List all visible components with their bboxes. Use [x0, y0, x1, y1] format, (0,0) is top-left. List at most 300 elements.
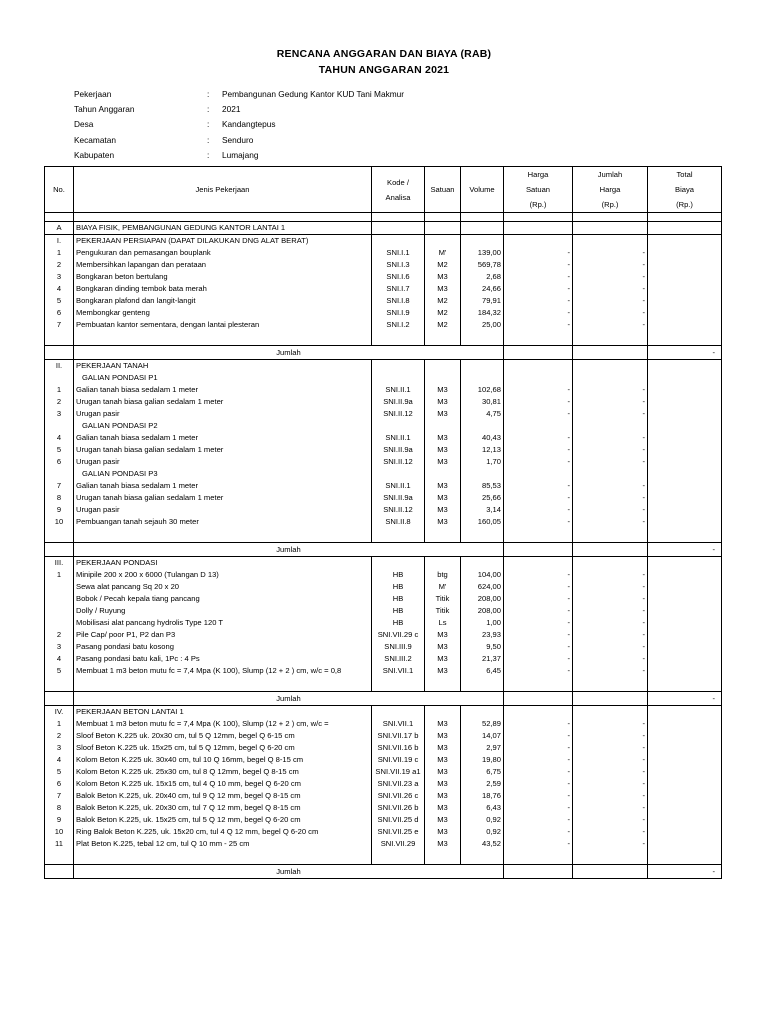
- item-code: SNI.II.1: [372, 384, 425, 396]
- item-volume: 184,32: [461, 307, 504, 319]
- document-subtitle: TAHUN ANGGARAN 2021: [318, 64, 450, 76]
- item-total-price: -: [573, 319, 648, 331]
- item-unit: M3: [425, 408, 461, 420]
- item-total-price: -: [573, 504, 648, 516]
- item-code: SNI.II.1: [372, 480, 425, 492]
- header-jumlah-line1: Jumlah: [597, 170, 623, 179]
- header-total-biaya: [648, 167, 722, 213]
- item-unit-price: -: [504, 569, 573, 581]
- item-total-cost: [648, 408, 722, 420]
- item-total-cost: [648, 814, 722, 826]
- info-key: Kecamatan: [74, 134, 116, 145]
- item-code: SNI.II.12: [372, 456, 425, 468]
- item-unit-price: -: [504, 593, 573, 605]
- empty-cell: [504, 222, 573, 235]
- item-unit-price: -: [504, 766, 573, 778]
- item-unit: M3: [425, 742, 461, 754]
- table-row: [45, 492, 722, 504]
- table-row: [45, 259, 722, 271]
- table-body: [45, 213, 722, 879]
- item-unit: M3: [425, 814, 461, 826]
- header-jumlah-line2: Harga: [599, 185, 621, 194]
- table-row: [45, 605, 722, 617]
- table-row: [45, 295, 722, 307]
- item-total-cost: [648, 456, 722, 468]
- item-description: Plat Beton K.225, tebal 12 cm, tul Q 10 mm - 25 cm: [74, 838, 372, 850]
- item-unit-price: -: [504, 295, 573, 307]
- empty-cell: [372, 528, 425, 543]
- header-kode-line2: Analisa: [385, 192, 411, 202]
- item-unit-price: -: [504, 718, 573, 730]
- table-row: [45, 593, 722, 605]
- table-row: [45, 516, 722, 528]
- section-number: IV.: [45, 706, 74, 719]
- empty-cell: [648, 331, 722, 346]
- item-description: Dolly / Ruyung: [74, 605, 372, 617]
- item-unit-price: -: [504, 283, 573, 295]
- item-total-price: -: [573, 593, 648, 605]
- item-code: SNI.VII.19 a1: [372, 766, 425, 778]
- empty-cell: [74, 850, 372, 865]
- item-total-cost: [648, 754, 722, 766]
- item-number: 3: [45, 641, 74, 653]
- item-description: Urugan pasir: [74, 504, 372, 516]
- item-code: SNI.I.3: [372, 259, 425, 271]
- item-number: 11: [45, 838, 74, 850]
- item-total-cost: [648, 641, 722, 653]
- item-unit-price: -: [504, 802, 573, 814]
- item-unit-price: -: [504, 247, 573, 259]
- item-number: 3: [45, 271, 74, 283]
- empty-cell: [461, 677, 504, 692]
- empty-cell: [504, 850, 573, 865]
- item-unit: M3: [425, 384, 461, 396]
- item-volume: 24,66: [461, 283, 504, 295]
- item-description: Urugan tanah biasa galian sedalam 1 meter: [74, 492, 372, 504]
- item-volume: 0,92: [461, 826, 504, 838]
- item-total-cost: [648, 802, 722, 814]
- item-code: HB: [372, 617, 425, 629]
- empty-cell: [425, 420, 461, 432]
- item-description: Ring Balok Beton K.225, uk. 15x20 cm, tul 4 Q 12 mm, begel Q 6-20 cm: [74, 826, 372, 838]
- item-total-price: -: [573, 617, 648, 629]
- empty-cell: [573, 346, 648, 360]
- section-title: PEKERJAAN PERSIAPAN (DAPAT DILAKUKAN DNG ALAT BERAT): [74, 235, 372, 248]
- item-unit-price: -: [504, 605, 573, 617]
- empty-cell: [372, 331, 425, 346]
- item-unit: M3: [425, 778, 461, 790]
- table-row: [45, 826, 722, 838]
- item-unit: M2: [425, 295, 461, 307]
- item-volume: 19,80: [461, 754, 504, 766]
- item-unit-price: -: [504, 516, 573, 528]
- table-row: [45, 790, 722, 802]
- project-info: [74, 89, 474, 165]
- item-total-price: -: [573, 283, 648, 295]
- header-satuan: Satuan: [425, 167, 461, 213]
- item-description: Membuat 1 m3 beton mutu fc = 7,4 Mpa (K 100), Slump (12 + 2 ) cm, w/c = 0,8: [74, 665, 372, 677]
- item-total-price: -: [573, 802, 648, 814]
- empty-cell: [45, 468, 74, 480]
- item-total-price: -: [573, 271, 648, 283]
- item-code: SNI.III.9: [372, 641, 425, 653]
- item-volume: 18,76: [461, 790, 504, 802]
- empty-cell: [573, 706, 648, 719]
- item-total-cost: [648, 718, 722, 730]
- empty-cell: [461, 213, 504, 222]
- item-unit-price: -: [504, 826, 573, 838]
- item-unit: M3: [425, 790, 461, 802]
- item-unit-price: -: [504, 653, 573, 665]
- empty-cell: [372, 468, 425, 480]
- empty-cell: [573, 543, 648, 557]
- empty-cell: [461, 528, 504, 543]
- item-volume: 104,00: [461, 569, 504, 581]
- section-title: PEKERJAAN BETON LANTAI 1: [74, 706, 372, 719]
- jumlah-label: Jumlah: [74, 692, 504, 706]
- item-total-cost: [648, 742, 722, 754]
- item-volume: 9,50: [461, 641, 504, 653]
- item-volume: 1,70: [461, 456, 504, 468]
- item-description: Bongkaran plafond dan langit-langit: [74, 295, 372, 307]
- table-row: [45, 778, 722, 790]
- item-unit-price: -: [504, 307, 573, 319]
- item-volume: 624,00: [461, 581, 504, 593]
- empty-cell: [45, 372, 74, 384]
- item-unit-price: -: [504, 790, 573, 802]
- empty-cell: [648, 372, 722, 384]
- item-number: [45, 605, 74, 617]
- item-description: Balok Beton K.225, uk. 20x30 cm, tul 7 Q 12 mm, begel Q 8-15 cm: [74, 802, 372, 814]
- item-number: 1: [45, 247, 74, 259]
- item-description: Galian tanah biasa sedalam 1 meter: [74, 384, 372, 396]
- item-volume: 0,92: [461, 814, 504, 826]
- empty-cell: [461, 222, 504, 235]
- item-description: Bobok / Pecah kepala tiang pancang: [74, 593, 372, 605]
- item-volume: 4,75: [461, 408, 504, 420]
- empty-cell: [504, 543, 573, 557]
- item-unit: M2: [425, 319, 461, 331]
- item-description: Balok Beton K.225, uk. 15x25 cm, tul 5 Q 12 mm, begel Q 6-20 cm: [74, 814, 372, 826]
- empty-cell: [648, 706, 722, 719]
- item-total-price: -: [573, 295, 648, 307]
- item-total-cost: [648, 283, 722, 295]
- item-total-cost: [648, 665, 722, 677]
- item-total-price: -: [573, 838, 648, 850]
- item-number: 2: [45, 259, 74, 271]
- item-unit-price: -: [504, 754, 573, 766]
- header-harga-line3: (Rp.): [529, 200, 547, 209]
- item-description: Pile Cap/ poor P1, P2 dan P3: [74, 629, 372, 641]
- item-description: Sloof Beton K.225 uk. 20x30 cm, tul 5 Q 12mm, begel Q 6-15 cm: [74, 730, 372, 742]
- empty-cell: [425, 222, 461, 235]
- table-row: [45, 838, 722, 850]
- item-volume: 2,59: [461, 778, 504, 790]
- empty-cell: [648, 677, 722, 692]
- table-row: [45, 396, 722, 408]
- item-volume: 1,00: [461, 617, 504, 629]
- item-total-cost: [648, 247, 722, 259]
- jumlah-total: -: [648, 692, 722, 706]
- item-unit: M3: [425, 641, 461, 653]
- item-unit-price: -: [504, 838, 573, 850]
- empty-cell: [573, 372, 648, 384]
- item-unit: M3: [425, 492, 461, 504]
- empty-cell: [461, 235, 504, 248]
- item-number: [45, 593, 74, 605]
- item-unit: M3: [425, 665, 461, 677]
- item-code: SNI.VII.23 a: [372, 778, 425, 790]
- item-code: HB: [372, 605, 425, 617]
- table-row: [45, 641, 722, 653]
- item-unit: M3: [425, 802, 461, 814]
- item-code: SNI.VII.17 b: [372, 730, 425, 742]
- subsection-row: [45, 372, 722, 384]
- item-total-price: -: [573, 742, 648, 754]
- item-code: SNI.VII.29 c: [372, 629, 425, 641]
- empty-cell: [425, 213, 461, 222]
- item-volume: 23,93: [461, 629, 504, 641]
- item-number: 2: [45, 629, 74, 641]
- item-code: SNI.VII.16 b: [372, 742, 425, 754]
- empty-cell: [461, 850, 504, 865]
- item-total-price: -: [573, 384, 648, 396]
- item-total-price: -: [573, 653, 648, 665]
- item-total-price: -: [573, 790, 648, 802]
- item-unit-price: -: [504, 432, 573, 444]
- item-code: SNI.II.9a: [372, 396, 425, 408]
- empty-cell: [372, 677, 425, 692]
- item-total-cost: [648, 790, 722, 802]
- table-row: [45, 766, 722, 778]
- item-total-price: -: [573, 814, 648, 826]
- item-unit-price: -: [504, 456, 573, 468]
- info-value: 2021: [222, 104, 241, 115]
- item-description: Mobilisasi alat pancang hydrolis Type 120 T: [74, 617, 372, 629]
- item-number: 7: [45, 790, 74, 802]
- item-description: Galian tanah biasa sedalam 1 meter: [74, 480, 372, 492]
- header-harga-line2: Satuan: [525, 185, 551, 194]
- empty-cell: [648, 528, 722, 543]
- item-unit: M': [425, 581, 461, 593]
- info-sep: :: [207, 104, 210, 115]
- jumlah-row: [45, 543, 722, 557]
- item-unit: M3: [425, 271, 461, 283]
- item-total-price: -: [573, 569, 648, 581]
- item-total-cost: [648, 605, 722, 617]
- item-number: 3: [45, 408, 74, 420]
- item-total-cost: [648, 492, 722, 504]
- item-total-cost: [648, 766, 722, 778]
- item-unit-price: -: [504, 504, 573, 516]
- item-unit-price: -: [504, 408, 573, 420]
- item-total-cost: [648, 444, 722, 456]
- item-total-price: -: [573, 826, 648, 838]
- empty-cell: [45, 865, 74, 879]
- jumlah-row: [45, 865, 722, 879]
- item-code: HB: [372, 569, 425, 581]
- item-description: Urugan tanah biasa galian sedalam 1 meter: [74, 396, 372, 408]
- item-number: 1: [45, 569, 74, 581]
- item-unit-price: -: [504, 271, 573, 283]
- empty-cell: [648, 235, 722, 248]
- header-total-line1: Total: [676, 170, 693, 179]
- empty-cell: [573, 677, 648, 692]
- item-unit-price: -: [504, 617, 573, 629]
- section-title: BIAYA FISIK, PEMBANGUNAN GEDUNG KANTOR LANTAI 1: [74, 222, 372, 235]
- empty-cell: [45, 677, 74, 692]
- empty-cell: [425, 360, 461, 373]
- item-total-cost: [648, 319, 722, 331]
- item-description: Urugan tanah biasa galian sedalam 1 meter: [74, 444, 372, 456]
- table-row: [45, 754, 722, 766]
- item-total-price: -: [573, 307, 648, 319]
- item-total-cost: [648, 581, 722, 593]
- item-total-price: -: [573, 629, 648, 641]
- item-unit-price: -: [504, 480, 573, 492]
- item-description: Pengukuran dan pemasangan bouplank: [74, 247, 372, 259]
- empty-cell: [648, 850, 722, 865]
- item-code: SNI.VII.26 b: [372, 802, 425, 814]
- item-unit: M': [425, 247, 461, 259]
- empty-cell: [45, 213, 74, 222]
- table-header: [45, 167, 722, 213]
- table-row: [45, 629, 722, 641]
- section-title: PEKERJAAN PONDASI: [74, 557, 372, 570]
- item-unit-price: -: [504, 629, 573, 641]
- item-total-price: -: [573, 432, 648, 444]
- item-number: 2: [45, 396, 74, 408]
- empty-cell: [573, 850, 648, 865]
- item-description: Kolom Beton K.225 uk. 15x15 cm, tul 4 Q 10 mm, begel Q 6-20 cm: [74, 778, 372, 790]
- item-unit-price: -: [504, 581, 573, 593]
- item-total-price: -: [573, 718, 648, 730]
- item-total-cost: [648, 617, 722, 629]
- item-description: Pasang pondasi batu kosong: [74, 641, 372, 653]
- empty-cell: [425, 677, 461, 692]
- info-value: Pembangunan Gedung Kantor KUD Tani Makmur: [222, 89, 405, 99]
- section-number: II.: [45, 360, 74, 373]
- empty-cell: [648, 468, 722, 480]
- blank-row: [45, 331, 722, 346]
- item-volume: 14,07: [461, 730, 504, 742]
- empty-cell: [45, 346, 74, 360]
- spacer-row: [45, 213, 722, 222]
- item-volume: 208,00: [461, 605, 504, 617]
- empty-cell: [461, 468, 504, 480]
- table-row: [45, 617, 722, 629]
- item-number: [45, 581, 74, 593]
- item-number: 6: [45, 307, 74, 319]
- empty-cell: [45, 528, 74, 543]
- item-total-cost: [648, 569, 722, 581]
- item-unit: M3: [425, 838, 461, 850]
- info-sep: :: [207, 89, 210, 99]
- item-total-cost: [648, 593, 722, 605]
- jumlah-total: -: [648, 346, 722, 360]
- empty-cell: [45, 692, 74, 706]
- header-jumlah-harga: [573, 167, 648, 213]
- item-unit-price: -: [504, 396, 573, 408]
- section-row: [45, 360, 722, 373]
- item-code: SNI.VII.1: [372, 718, 425, 730]
- item-volume: 6,75: [461, 766, 504, 778]
- section-row: [45, 557, 722, 570]
- item-description: Pasang pondasi batu kali, 1Pc : 4 Ps: [74, 653, 372, 665]
- table-row: [45, 319, 722, 331]
- empty-cell: [573, 213, 648, 222]
- jumlah-total: -: [648, 543, 722, 557]
- info-key: Tahun Anggaran: [74, 104, 135, 115]
- header-total-line3: (Rp.): [676, 200, 693, 209]
- item-number: 8: [45, 492, 74, 504]
- item-unit: Titik: [425, 605, 461, 617]
- header-volume: Volume: [461, 167, 504, 213]
- item-number: 7: [45, 480, 74, 492]
- empty-cell: [648, 213, 722, 222]
- item-description: Galian tanah biasa sedalam 1 meter: [74, 432, 372, 444]
- item-unit: M3: [425, 283, 461, 295]
- empty-cell: [372, 706, 425, 719]
- item-volume: 85,53: [461, 480, 504, 492]
- item-unit: M3: [425, 754, 461, 766]
- table-row: [45, 307, 722, 319]
- info-value: Lumajang: [222, 149, 259, 160]
- table-row: [45, 271, 722, 283]
- item-code: SNI.VII.1: [372, 665, 425, 677]
- item-total-price: -: [573, 605, 648, 617]
- item-unit: M2: [425, 259, 461, 271]
- empty-cell: [45, 420, 74, 432]
- empty-cell: [425, 706, 461, 719]
- item-volume: 30,81: [461, 396, 504, 408]
- item-volume: 208,00: [461, 593, 504, 605]
- item-number: 7: [45, 319, 74, 331]
- empty-cell: [573, 331, 648, 346]
- item-volume: 40,43: [461, 432, 504, 444]
- info-row-pekerjaan: [74, 89, 474, 104]
- item-volume: 569,78: [461, 259, 504, 271]
- empty-cell: [45, 331, 74, 346]
- empty-cell: [372, 360, 425, 373]
- header-harga-satuan: [504, 167, 573, 213]
- empty-cell: [573, 222, 648, 235]
- item-unit: M2: [425, 307, 461, 319]
- empty-cell: [45, 543, 74, 557]
- item-code: SNI.III.2: [372, 653, 425, 665]
- section-number: A: [45, 222, 74, 235]
- table-row: [45, 408, 722, 420]
- item-number: 3: [45, 742, 74, 754]
- item-unit-price: -: [504, 259, 573, 271]
- item-unit-price: -: [504, 814, 573, 826]
- item-volume: 21,37: [461, 653, 504, 665]
- item-unit: M3: [425, 718, 461, 730]
- info-key: Kabupaten: [74, 149, 115, 160]
- empty-cell: [461, 331, 504, 346]
- empty-cell: [372, 557, 425, 570]
- item-unit-price: -: [504, 778, 573, 790]
- info-sep: :: [207, 149, 210, 160]
- item-description: Urugan pasir: [74, 456, 372, 468]
- empty-cell: [461, 372, 504, 384]
- item-total-price: -: [573, 766, 648, 778]
- item-total-cost: [648, 730, 722, 742]
- item-volume: 52,89: [461, 718, 504, 730]
- item-unit: M3: [425, 444, 461, 456]
- empty-cell: [504, 557, 573, 570]
- item-total-price: -: [573, 396, 648, 408]
